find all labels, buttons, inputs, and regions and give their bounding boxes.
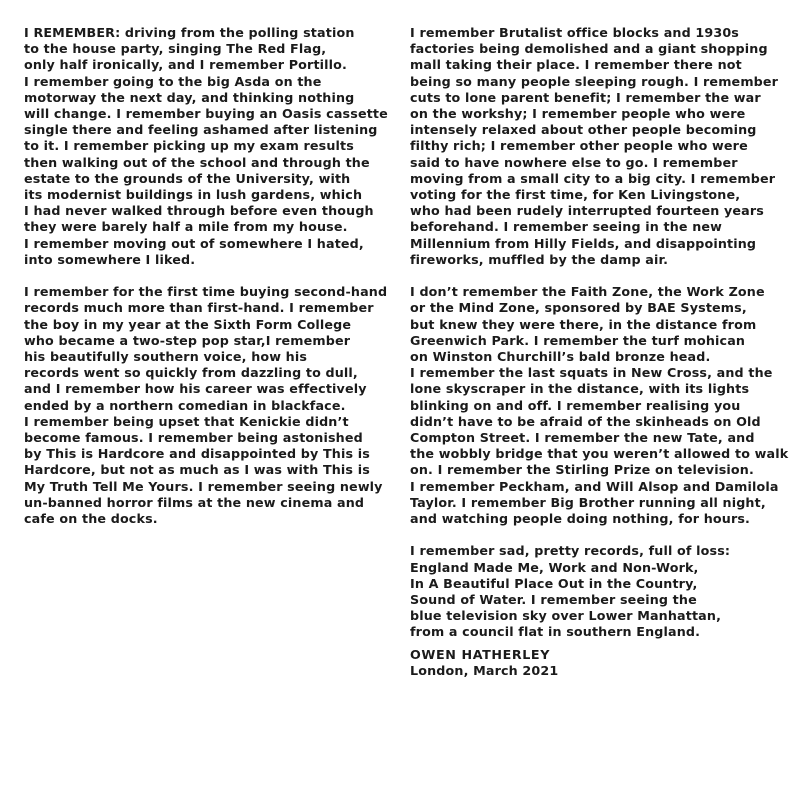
paragraph <box>410 25 782 268</box>
text-line: who had been rudely interrupted fourteen years <box>410 203 764 219</box>
text-line: blue television sky over Lower Manhattan, <box>410 608 722 624</box>
text-line: Sound of Water. I remember seeing the <box>410 592 697 608</box>
text-line: mall taking their place. I remember there not <box>410 57 742 73</box>
text-line: cuts to lone parent benefit; I remember the war <box>410 89 761 105</box>
text-line: only half ironically, and I remember Portillo. <box>24 57 347 73</box>
text-line: single there and feeling ashamed after listening <box>24 122 378 138</box>
text-line: ended by a northern comedian in blackface. <box>24 397 346 413</box>
text-line: on. I remember the Stirling Prize on television. <box>410 462 754 478</box>
text-line: Taylor. I remember Big Brother running all night, <box>410 494 766 510</box>
text-line: factories being demolished and a giant shopping <box>410 41 768 57</box>
text-line: I don’t remember the Faith Zone, the Work Zone <box>410 284 765 300</box>
text-line: I remember Peckham, and Will Alsop and Damilola <box>410 478 779 494</box>
text-line: and watching people doing nothing, for hours. <box>410 511 751 527</box>
text-line: and I remember how his career was effectively <box>24 381 367 397</box>
right-column <box>410 25 789 679</box>
text-line: on the workshy; I remember people who were <box>410 106 746 122</box>
text-line: the boy in my year at the Sixth Form College <box>24 316 352 332</box>
text-line: moving from a small city to a big city. I remember <box>410 170 776 186</box>
text-line: become famous. I remember being astonished <box>24 430 363 446</box>
text-line: said to have nowhere else to go. I remember <box>410 154 738 170</box>
text-line: who became a two-step pop star,I remember <box>24 332 351 348</box>
text-line: then walking out of the school and through the <box>24 154 370 170</box>
signature <box>410 647 782 679</box>
text-line: but knew they were there, in the distance from <box>410 316 757 332</box>
text-line: I remember going to the big Asda on the <box>24 73 322 89</box>
author-name: OWEN HATHERLEY <box>410 646 550 662</box>
left-column <box>24 25 396 543</box>
text-line: they were barely half a mile from my house. <box>24 219 348 235</box>
text-line: didn’t have to be afraid of the skinheads on Old <box>410 413 761 429</box>
text-line: beforehand. I remember seeing in the new <box>410 219 723 235</box>
paragraph <box>410 543 782 640</box>
text-line: estate to the grounds of the University, with <box>24 170 351 186</box>
text-line: into somewhere I liked. <box>24 251 196 267</box>
text-line: from a council flat in southern England. <box>410 624 701 640</box>
text-line: fireworks, muffled by the damp air. <box>410 251 669 267</box>
text-line: its modernist buildings in lush gardens, which <box>24 187 363 203</box>
text-line: I remember the last squats in New Cross, and the <box>410 365 773 381</box>
text-line: un-banned horror films at the new cinema and <box>24 494 365 510</box>
text-line: filthy rich; I remember other people who were <box>410 138 748 154</box>
text-line: Millennium from Hilly Fields, and disappointing <box>410 235 757 251</box>
text-line: lone skyscraper in the distance, with its lights <box>410 381 750 397</box>
text-line: I REMEMBER: driving from the polling station <box>24 25 355 40</box>
text-line: I had never walked through before even though <box>24 203 374 219</box>
place-date: London, March 2021 <box>410 662 559 678</box>
text-line: to the house party, singing The Red Flag, <box>24 41 327 57</box>
text-line: on Winston Churchill’s bald bronze head. <box>410 349 711 365</box>
text-line: will change. I remember buying an Oasis cassette <box>24 106 388 122</box>
paragraph <box>24 284 396 527</box>
text-line: motorway the next day, and thinking nothing <box>24 89 355 105</box>
text-line: Hardcore, but not as much as I was with This is <box>24 462 370 478</box>
text-line: records went so quickly from dazzling to dull, <box>24 365 358 381</box>
text-line: or the Mind Zone, sponsored by BAE Systems, <box>410 300 747 316</box>
text-line: I remember moving out of somewhere I hated, <box>24 235 364 251</box>
text-line: I remember sad, pretty records, full of loss: <box>410 543 731 559</box>
text-line: intensely relaxed about other people becoming <box>410 122 757 138</box>
text-line: his beautifully southern voice, how his <box>24 349 308 365</box>
text-line: England Made Me, Work and Non-Work, <box>410 559 699 575</box>
text-line: voting for the first time, for Ken Livingstone, <box>410 187 741 203</box>
paragraph <box>410 284 789 527</box>
text-line: the wobbly bridge that you weren’t allowed to walk <box>410 446 789 462</box>
text-line: In A Beautiful Place Out in the Country, <box>410 575 698 591</box>
text-line: Compton Street. I remember the new Tate, and <box>410 430 755 446</box>
text-line: My Truth Tell Me Yours. I remember seeing newly <box>24 478 383 494</box>
text-line: I remember being upset that Kenickie didn’t <box>24 413 349 429</box>
text-line: Greenwich Park. I remember the turf mohican <box>410 332 746 348</box>
text-line: to it. I remember picking up my exam results <box>24 138 354 154</box>
paragraph <box>24 25 396 268</box>
text-line: by This is Hardcore and disappointed by This is <box>24 446 370 462</box>
text-line: I remember Brutalist office blocks and 1930s <box>410 25 740 40</box>
text-line: being so many people sleeping rough. I remember <box>410 73 779 89</box>
text-line: blinking on and off. I remember realising you <box>410 397 741 413</box>
text-line: I remember for the first time buying second-hand <box>24 284 388 300</box>
text-line: cafe on the docks. <box>24 511 158 527</box>
text-line: records much more than first-hand. I remember <box>24 300 374 316</box>
